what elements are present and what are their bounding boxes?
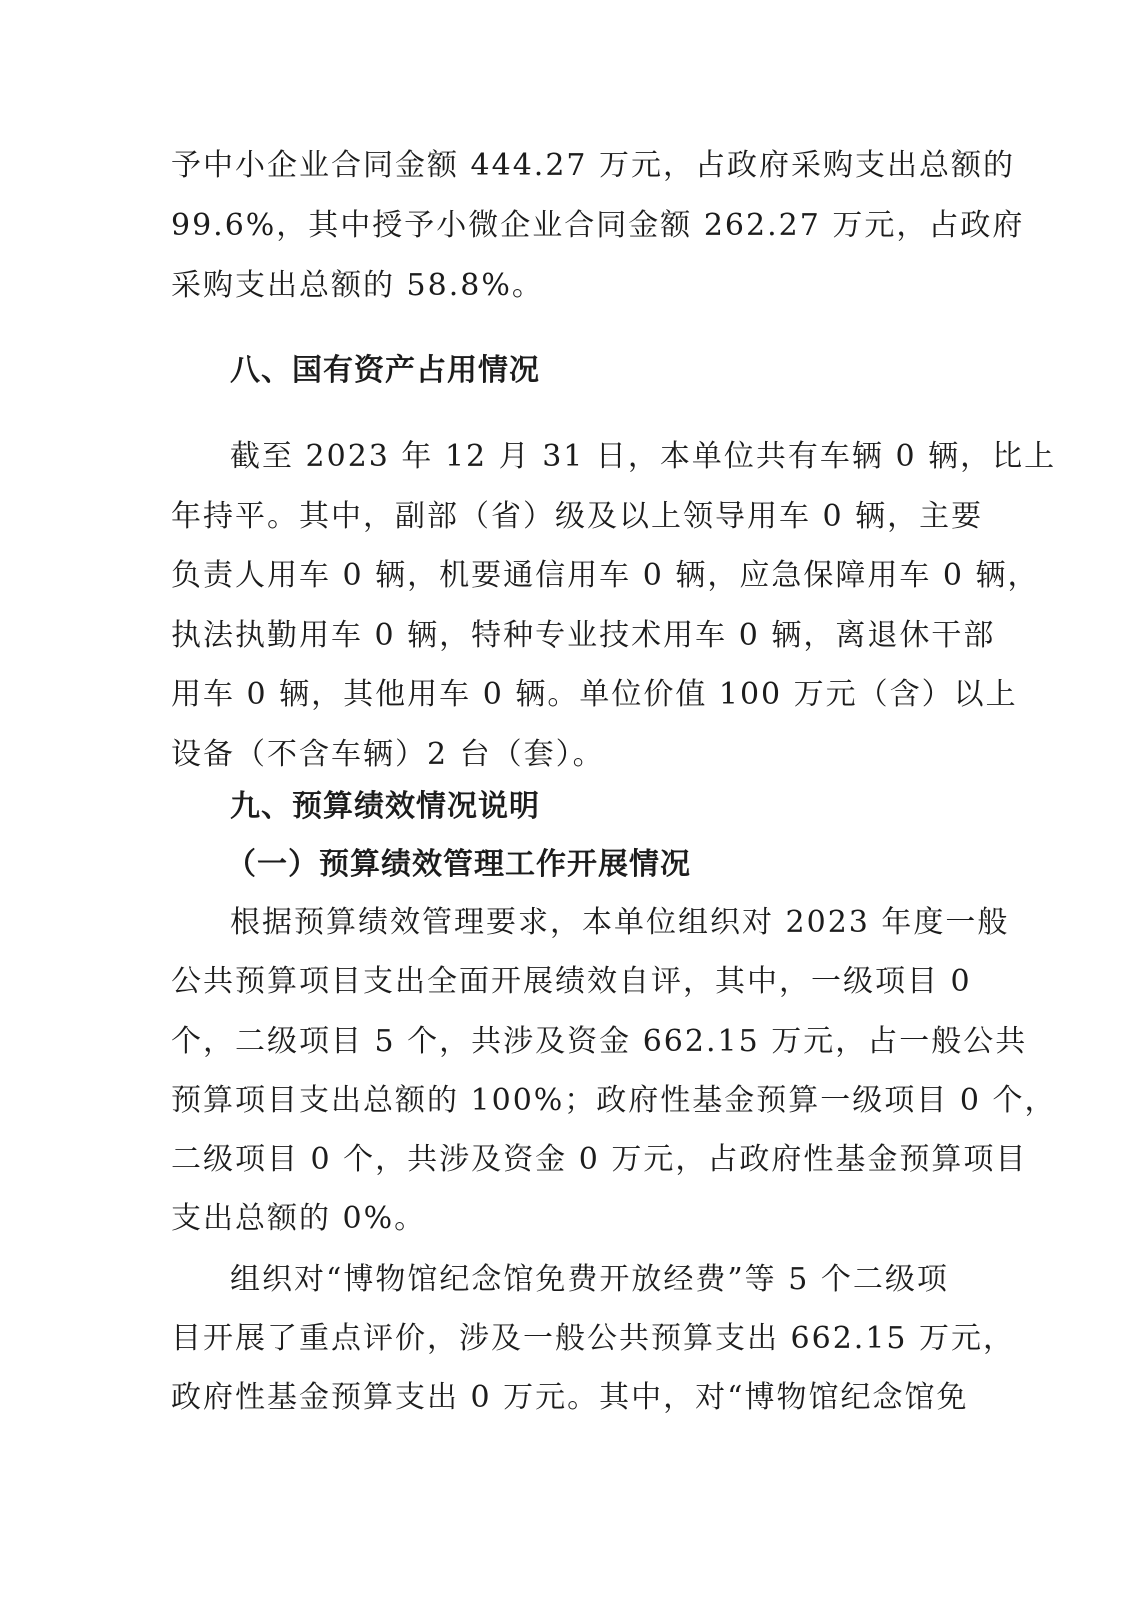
paragraph-line: 负责人用车 0 辆，机要通信用车 0 辆，应急保障用车 0 辆， bbox=[171, 558, 1040, 593]
paragraph-line: 予中小企业合同金额 444.27 万元，占政府采购支出总额的 bbox=[171, 148, 1016, 183]
paragraph-line: 公共预算项目支出全面开展绩效自评，其中，一级项目 0 bbox=[171, 964, 972, 999]
paragraph-line: 设备（不含车辆）2 台（套）。 bbox=[171, 737, 605, 772]
paragraph-line: 年持平。其中，副部（省）级及以上领导用车 0 辆，主要 bbox=[171, 499, 984, 534]
paragraph-line: 组织对“博物馆纪念馆免费开放经费”等 5 个二级项 bbox=[230, 1262, 949, 1297]
paragraph-line: 目开展了重点评价，涉及一般公共预算支出 662.15 万元， bbox=[171, 1321, 1016, 1356]
paragraph-line: 根据预算绩效管理要求，本单位组织对 2023 年度一般 bbox=[230, 905, 1010, 940]
paragraph-line: 政府性基金预算支出 0 万元。其中，对“博物馆纪念馆免 bbox=[171, 1380, 969, 1415]
paragraph-line: 采购支出总额的 58.8%。 bbox=[171, 268, 544, 303]
paragraph-line: 支出总额的 0%。 bbox=[171, 1201, 427, 1236]
paragraph-line: 截至 2023 年 12 月 31 日，本单位共有车辆 0 辆，比上 bbox=[230, 439, 1057, 474]
subsection-heading-1: （一）预算绩效管理工作开展情况 bbox=[226, 847, 691, 882]
paragraph-line: 预算项目支出总额的 100%；政府性基金预算一级项目 0 个， bbox=[171, 1083, 1057, 1118]
paragraph-line: 用车 0 辆，其他用车 0 辆。单位价值 100 万元（含）以上 bbox=[171, 677, 1018, 712]
paragraph-line: 个，二级项目 5 个，共涉及资金 662.15 万元，占一般公共 bbox=[171, 1024, 1028, 1059]
paragraph-line: 二级项目 0 个，共涉及资金 0 万元，占政府性基金预算项目 bbox=[171, 1142, 1028, 1177]
section-heading-8: 八、国有资产占用情况 bbox=[230, 353, 540, 388]
section-heading-9: 九、预算绩效情况说明 bbox=[230, 789, 540, 824]
paragraph-line: 执法执勤用车 0 辆，特种专业技术用车 0 辆，离退休干部 bbox=[171, 618, 996, 653]
paragraph-line: 99.6%，其中授予小微企业合同金额 262.27 万元，占政府 bbox=[171, 208, 1025, 243]
